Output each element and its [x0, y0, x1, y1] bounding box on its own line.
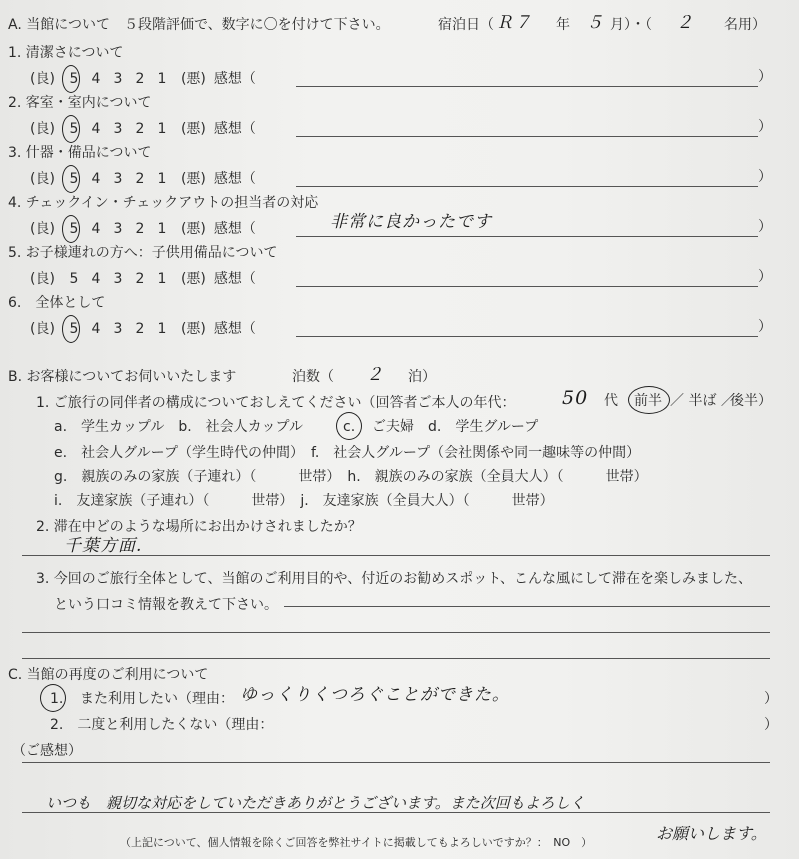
option-a-b: a. 学生カップル b. 社会人カップル — [54, 419, 303, 435]
rating-good-label: (良) — [30, 171, 55, 187]
rating-good-label: (良) — [30, 121, 55, 137]
month-unit: 月）・（ — [610, 17, 652, 33]
nights-label: 泊数（ — [292, 369, 334, 385]
option-g-h: g. 親族のみの家族（子連れ）（ 世帯） h. 親族のみの家族（全員大人）（ 世帯） — [54, 469, 648, 485]
rating-option-5[interactable]: 5 — [69, 121, 79, 137]
rating-good-label: (良) — [30, 71, 55, 87]
publish-consent-question: （上記について、個人情報を除くご回答を弊社サイトに掲載してもよろしいですか？： NO ） — [120, 836, 593, 849]
rating-option-5[interactable]: 5 — [69, 221, 79, 237]
c-option1-circle — [40, 684, 66, 712]
rating-option-2[interactable]: 2 — [135, 71, 145, 87]
rating-option-3[interactable]: 3 — [113, 271, 123, 287]
guests-unit: 名用） — [724, 17, 766, 33]
nights-unit: 泊） — [408, 369, 436, 385]
guests-handwritten: ２ — [676, 13, 694, 33]
rating-bad-label: (悪) — [180, 171, 206, 187]
c-option2-text: 2. 二度と利用したくない（理由： — [50, 717, 274, 733]
rating-row — [30, 270, 256, 288]
impression-line — [296, 136, 758, 137]
impression-comment-handwritten: 非常に良かったです — [330, 212, 492, 232]
impression-close: ） — [758, 319, 772, 335]
stay-date-label: 宿泊日（ — [438, 17, 494, 33]
rating-option-5[interactable]: 5 — [69, 171, 79, 187]
impression-close: ） — [758, 169, 772, 185]
rating-option-1[interactable]: 1 — [157, 221, 167, 237]
rating-option-4[interactable]: 4 — [91, 221, 101, 237]
option-i-j: i. 友達家族（子連れ）（ 世帯） j. 友達家族（全員大人）（ 世帯） — [54, 493, 554, 509]
age-mid: ／ 半ば ／ — [670, 393, 735, 409]
q3-text-line2: という口コミ情報を教えて下さい。 — [54, 597, 278, 613]
q2-answer-line — [22, 555, 770, 556]
q2-text: 2. 滞在中どのような場所にお出かけされましたか？ — [36, 519, 362, 535]
section-a-item-title: 4. チェックイン・チェックアウトの担当者の対応 — [8, 195, 319, 211]
stay-year-handwritten: Ｒ７ — [496, 13, 532, 33]
rating-good-label: (良) — [30, 221, 55, 237]
rating-bad-label: (悪) — [180, 321, 206, 337]
impression-close: ） — [758, 269, 772, 285]
rating-option-1[interactable]: 1 — [157, 171, 167, 187]
option-e-f: e. 社会人グループ（学生時代の仲間） f. 社会人グループ（会社関係や同一趣味等の仲間） — [54, 445, 641, 461]
rating-option-3[interactable]: 3 — [113, 321, 123, 337]
rating-bad-label: (悪) — [180, 271, 206, 287]
impression-line — [296, 186, 758, 187]
rating-option-2[interactable]: 2 — [135, 221, 145, 237]
impression-label: 感想（ — [213, 121, 256, 137]
impression-label: 感想（ — [213, 71, 256, 87]
q3-answer-line-1 — [284, 606, 770, 607]
age-unit: 代 — [604, 393, 618, 409]
section-a-item-title: 5. お子様連れの方へ：子供用備品について — [8, 245, 278, 261]
section-a-item-title: 3. 什器・備品について — [8, 145, 152, 161]
rating-option-2[interactable]: 2 — [135, 271, 145, 287]
q3-text-line1: 3. 今回のご旅行全体として、当館のご利用目的や、付近のお勧めスポット、こんな風にして滞在を楽しみました、 — [36, 571, 752, 587]
rating-option-4[interactable]: 4 — [91, 171, 101, 187]
rating-option-3[interactable]: 3 — [113, 221, 123, 237]
rating-circle-mark — [62, 215, 80, 243]
option-c-d: ご夫婦 d. 学生グループ — [372, 419, 539, 435]
impression-line — [296, 336, 758, 337]
impressions-handwritten: いつも 親切な対応をしていただきありがとうございます。また次回もよろしく — [46, 794, 585, 812]
impression-label: 感想（ — [213, 221, 256, 237]
rating-bad-label: (悪) — [180, 221, 206, 237]
rating-option-4[interactable]: 4 — [91, 271, 101, 287]
c-option1-number: 1. — [50, 691, 64, 707]
option-c-letter: c. — [343, 419, 356, 435]
impression-label: 感想（ — [213, 171, 256, 187]
impression-close: ） — [758, 69, 772, 85]
age-first-circle — [628, 386, 670, 414]
age-last: 後半） — [730, 393, 772, 409]
impression-label: 感想（ — [213, 321, 256, 337]
age-first-half: 前半 — [634, 393, 662, 409]
impression-close: ） — [758, 119, 772, 135]
year-unit: 年 — [556, 17, 570, 33]
rating-option-1[interactable]: 1 — [157, 321, 167, 337]
rating-option-5[interactable]: 5 — [69, 71, 79, 87]
q3-answer-line-3 — [22, 658, 770, 659]
impressions-handwritten-cont: お願いします。 — [656, 824, 767, 843]
rating-option-5[interactable]: 5 — [69, 321, 79, 337]
rating-bad-label: (悪) — [180, 71, 206, 87]
q2-answer-handwritten: 千葉方面. — [64, 536, 143, 556]
impression-line — [296, 236, 758, 237]
c-option1-close: ） — [764, 691, 778, 707]
rating-option-2[interactable]: 2 — [135, 321, 145, 337]
q1-text: 1. ご旅行の同伴者の構成についておしえてください（回答者ご本人の年代： — [36, 395, 516, 411]
rating-option-3[interactable]: 3 — [113, 171, 123, 187]
rating-option-3[interactable]: 3 — [113, 121, 123, 137]
rating-option-2[interactable]: 2 — [135, 121, 145, 137]
rating-option-2[interactable]: 2 — [135, 171, 145, 187]
rating-circle-mark — [62, 315, 80, 343]
section-a-item-title: 2. 客室・室内について — [8, 95, 152, 111]
rating-circle-mark — [62, 65, 80, 93]
section-a-item-title: 1. 清潔さについて — [8, 45, 124, 61]
impressions-line-1 — [22, 762, 770, 763]
impression-close: ） — [758, 219, 772, 235]
rating-option-5[interactable]: 5 — [69, 271, 79, 287]
section-b-header: B. お客様についてお伺いいたします — [8, 369, 237, 385]
rating-circle-mark — [62, 115, 80, 143]
rating-option-4[interactable]: 4 — [91, 321, 101, 337]
rating-option-4[interactable]: 4 — [91, 71, 101, 87]
rating-good-label: (良) — [30, 271, 55, 287]
section-a-item-title: 6. 全体として — [8, 295, 106, 311]
rating-option-1[interactable]: 1 — [157, 271, 167, 287]
impression-line — [296, 86, 758, 87]
impressions-line-2 — [22, 812, 770, 813]
impression-line — [296, 286, 758, 287]
c-option1-text: また利用したい（理由： — [80, 691, 234, 707]
rating-good-label: (良) — [30, 321, 55, 337]
c-option1-reason-handwritten: ゆっくりくつろぐことができた。 — [240, 685, 510, 705]
rating-option-4[interactable]: 4 — [91, 121, 101, 137]
stay-month-handwritten: ５ — [586, 13, 604, 33]
c-option2-close: ） — [764, 717, 778, 733]
age-handwritten: 50 — [562, 387, 589, 409]
impression-label: 感想（ — [213, 271, 256, 287]
rating-option-1[interactable]: 1 — [157, 121, 167, 137]
section-a-header: A. 当館について ５段階評価で、数字に〇を付けて下さい。 — [8, 17, 390, 33]
q3-answer-line-2 — [22, 632, 770, 633]
impressions-label: （ご感想） — [12, 743, 82, 759]
rating-option-1[interactable]: 1 — [157, 71, 167, 87]
option-c-circle — [336, 412, 362, 440]
rating-circle-mark — [62, 165, 80, 193]
rating-bad-label: (悪) — [180, 121, 206, 137]
rating-option-3[interactable]: 3 — [113, 71, 123, 87]
nights-handwritten: ２ — [366, 365, 384, 385]
section-c-header: C. 当館の再度のご利用について — [8, 667, 209, 683]
